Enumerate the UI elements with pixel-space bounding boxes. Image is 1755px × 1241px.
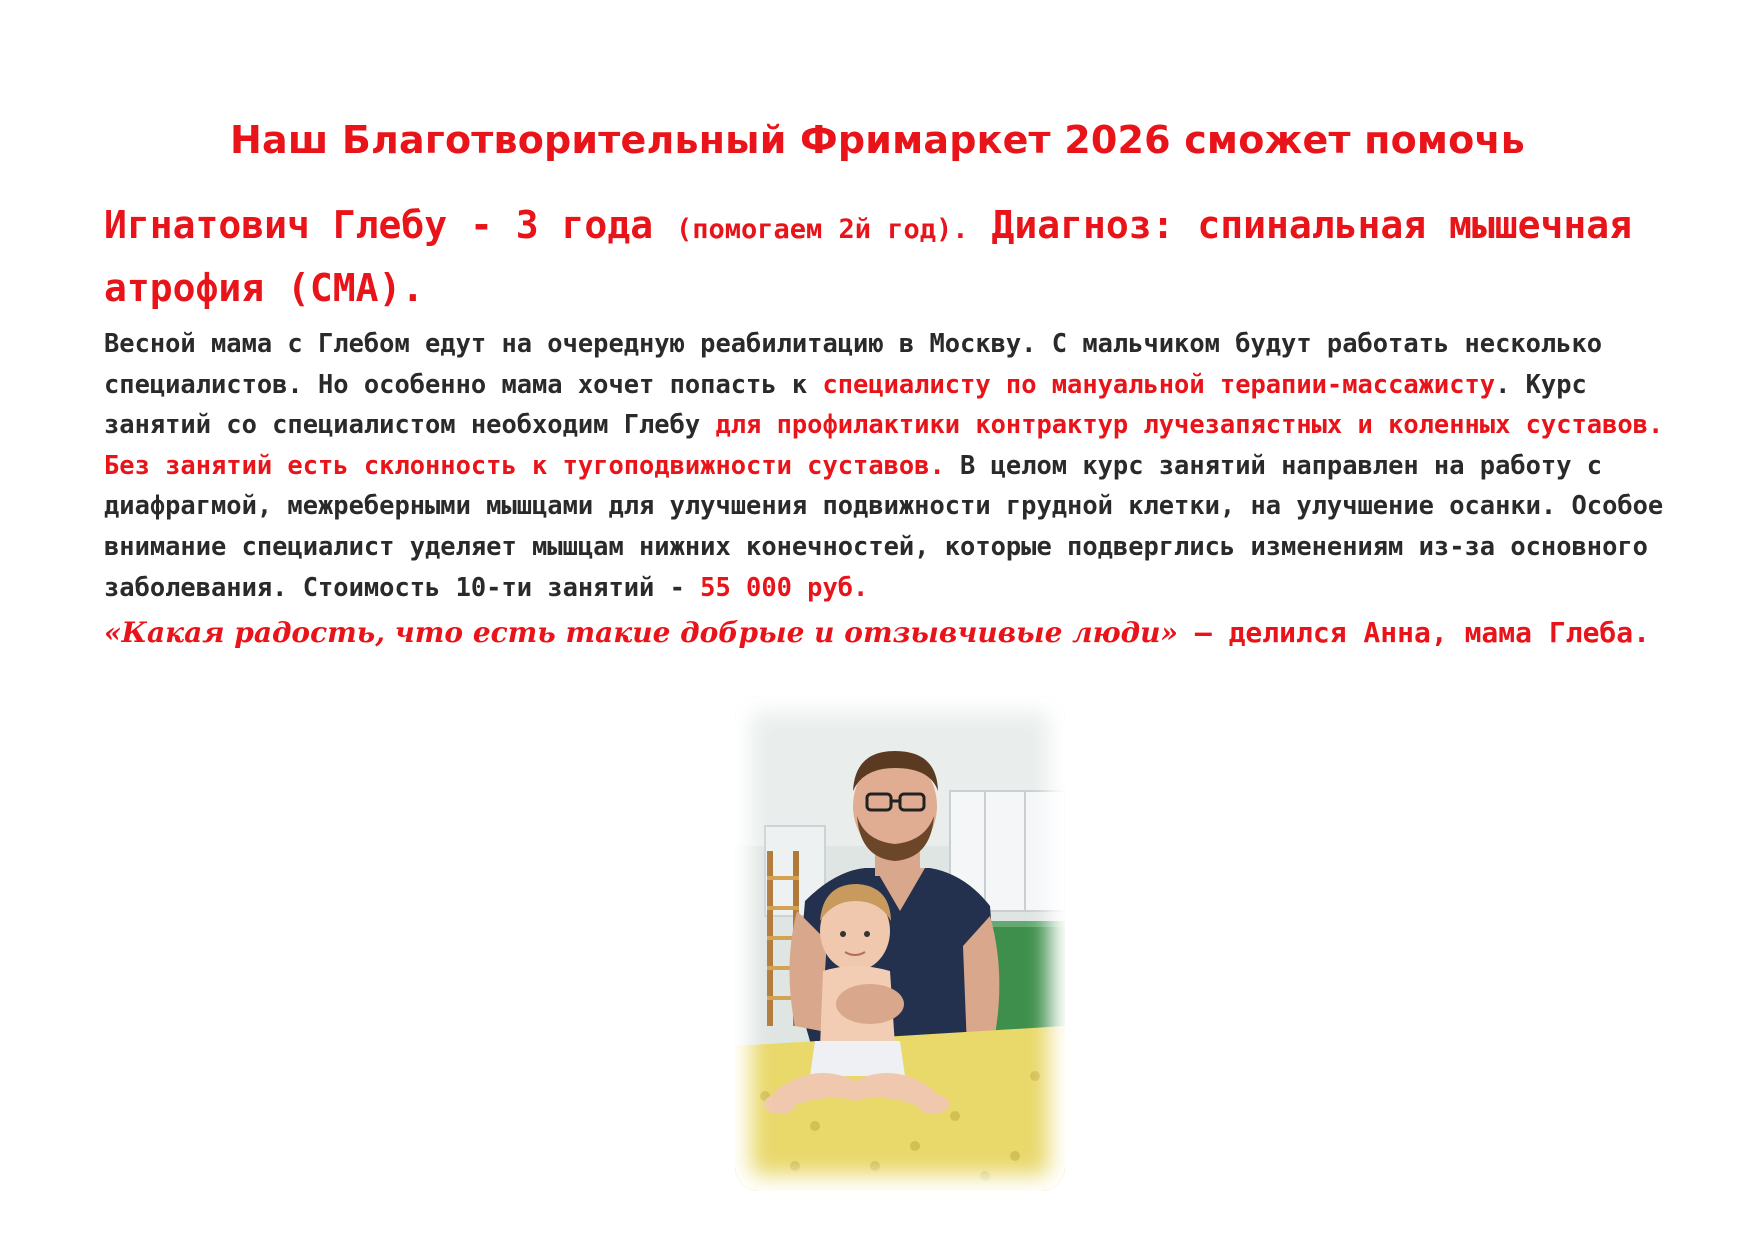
description-part-3: В целом курс занятий направлен на работу с диафрагмой, межреберными мышцами для улучшения подвижности грудной клетки, на улучшение осанки. Особое внимание специалист уделяет мышцам нижних конечностей, которые подверглись изменениям из-за основного заболевания. Стоимость 10-ти занятий - — [104, 449, 1664, 602]
quote-line — [104, 613, 1684, 653]
diagnosis: Диагноз: спинальная мышечная атрофия (СМА). — [104, 203, 1633, 310]
quote-text: «Какая радость, что есть такие добрые и отзывчивые люди» — [104, 616, 1178, 650]
description-part-2: . Курс занятий со специалистом необходим Глебу — [104, 368, 1587, 440]
price: 55 000 руб. — [700, 571, 869, 602]
child-name-age: Игнатович Глебу - 3 года — [104, 203, 654, 247]
highlight-prevention: для профилактики контрактур лучезапястных и коленных суставов. Без занятий есть склонность к тугоподвижности суставов. — [104, 409, 1664, 480]
description-paragraph — [104, 323, 1684, 607]
highlight-specialist: специалисту по мануальной терапии-массажисту — [822, 368, 1496, 399]
quote-attribution: – делился Анна, мама Глеба. — [1178, 616, 1651, 650]
child-heading — [104, 196, 1684, 317]
page-title: Наш Благотворительный Фримаркет 2026 сможет помочь — [230, 118, 1525, 162]
article — [104, 196, 1684, 653]
description-part-1: Весной мама с Глебом едут на очередную реабилитацию в Москву. С мальчиком будут работать несколько специалистов. Но особенно мама хочет попасть к — [104, 328, 1603, 399]
photo-illustration — [735, 696, 1065, 1191]
help-note: (помогаем 2й год). — [675, 214, 969, 245]
photo-therapist-with-child — [735, 696, 1065, 1191]
